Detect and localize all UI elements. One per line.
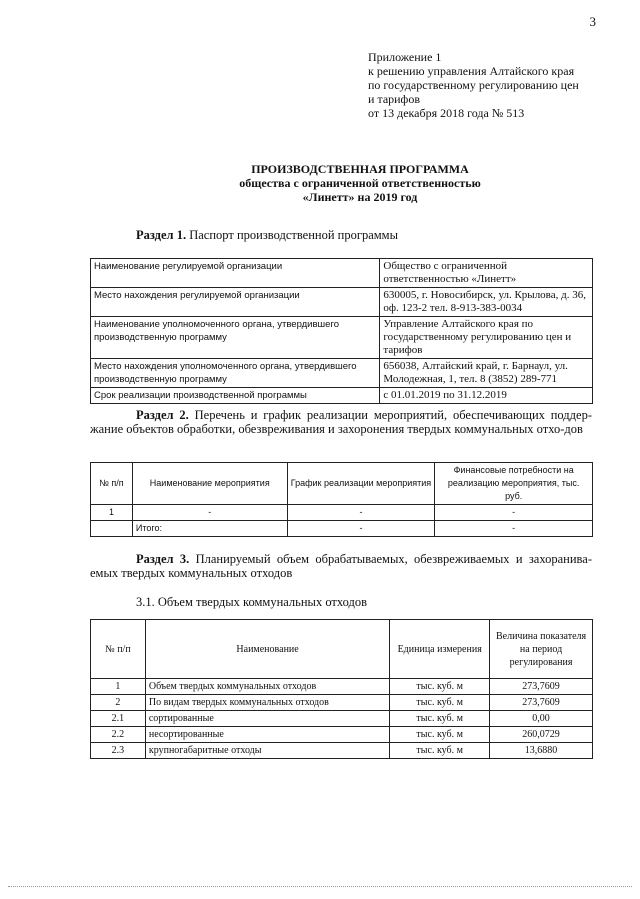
table-cell: - bbox=[435, 505, 593, 521]
table-cell: - bbox=[287, 505, 435, 521]
table-cell: тыс. куб. м bbox=[390, 679, 490, 695]
passport-label: Место нахождения уполномоченного органа, утвердившего производственную программу bbox=[91, 359, 380, 388]
table-header-row bbox=[91, 620, 593, 679]
passport-value: с 01.01.2019 по 31.12.2019 bbox=[380, 388, 593, 404]
table-cell: Объем твердых коммунальных отходов bbox=[145, 679, 389, 695]
table-cell bbox=[91, 521, 133, 537]
table-cell: 2.1 bbox=[91, 711, 146, 727]
table-cell: несортированные bbox=[145, 727, 389, 743]
table-header-row bbox=[91, 463, 593, 505]
table-row bbox=[91, 317, 593, 359]
column-header: № п/п bbox=[91, 463, 133, 505]
section1-heading-text: Паспорт производственной программы bbox=[189, 228, 398, 242]
passport-label: Срок реализации производственной программы bbox=[91, 388, 380, 404]
title-line-1: ПРОИЗВОДСТВЕННАЯ ПРОГРАММА bbox=[251, 162, 469, 176]
appendix-line-5: от 13 декабря 2018 года № 513 bbox=[368, 106, 525, 120]
table-cell: По видам твердых коммунальных отходов bbox=[145, 695, 389, 711]
section3-heading bbox=[90, 552, 592, 580]
document-title bbox=[0, 162, 640, 204]
table-row bbox=[91, 359, 593, 388]
section1-heading bbox=[136, 228, 398, 243]
table-row bbox=[91, 288, 593, 317]
table-cell: 0,00 bbox=[490, 711, 593, 727]
appendix-block bbox=[368, 50, 608, 120]
appendix-line-3: по государственному регулированию цен bbox=[368, 78, 579, 92]
table-cell: 273,7609 bbox=[490, 679, 593, 695]
table-row bbox=[91, 711, 593, 727]
table-cell: 13,6880 bbox=[490, 743, 593, 759]
passport-label: Наименование уполномоченного органа, утвердившего производственную программу bbox=[91, 317, 380, 359]
table-cell: 2 bbox=[91, 695, 146, 711]
table-row bbox=[91, 505, 593, 521]
column-header: Наименование мероприятия bbox=[132, 463, 287, 505]
table-row bbox=[91, 388, 593, 404]
column-header: Величина показателя на период регулирования bbox=[490, 620, 593, 679]
appendix-line-4: и тарифов bbox=[368, 92, 421, 106]
table-cell: сортированные bbox=[145, 711, 389, 727]
waste-volume-table bbox=[90, 619, 593, 759]
passport-value: 656038, Алтайский край, г. Барнаул, ул. Молодежная, 1, тел. 8 (3852) 289-771 bbox=[380, 359, 593, 388]
column-header: Наименование bbox=[145, 620, 389, 679]
appendix-line-2: к решению управления Алтайского края bbox=[368, 64, 575, 78]
column-header: № п/п bbox=[91, 620, 146, 679]
table-cell: тыс. куб. м bbox=[390, 727, 490, 743]
table-row bbox=[91, 743, 593, 759]
column-header: График реализации мероприятия bbox=[287, 463, 435, 505]
title-line-3: «Линетт» на 2019 год bbox=[302, 190, 418, 204]
section3-heading-bold: Раздел 3. bbox=[136, 552, 190, 566]
section2-heading bbox=[90, 408, 592, 436]
passport-value: Общество с ограниченной ответственностью «Линетт» bbox=[380, 259, 593, 288]
passport-table bbox=[90, 258, 593, 404]
table-cell: Итого: bbox=[132, 521, 287, 537]
section2-heading-text: Перечень и график реализации мероприятий, обеспечивающих поддер-жание объектов обработки, обезвреживания и захоронения твердых коммунальных отхо-дов bbox=[90, 408, 592, 436]
activities-table bbox=[90, 462, 593, 537]
section3-subheading: 3.1. Объем твердых коммунальных отходов bbox=[136, 595, 368, 609]
passport-value: Управление Алтайского края по государственному регулированию цен и тарифов bbox=[380, 317, 593, 359]
table-cell: 1 bbox=[91, 679, 146, 695]
table-cell: 260,0729 bbox=[490, 727, 593, 743]
table-cell: 2.3 bbox=[91, 743, 146, 759]
page-bottom-divider bbox=[8, 886, 632, 887]
column-header: Единица измерения bbox=[390, 620, 490, 679]
passport-label: Место нахождения регулируемой организации bbox=[91, 288, 380, 317]
table-cell: - bbox=[435, 521, 593, 537]
passport-label: Наименование регулируемой организации bbox=[91, 259, 380, 288]
section2-heading-bold: Раздел 2. bbox=[136, 408, 189, 422]
table-row bbox=[91, 521, 593, 537]
table-row bbox=[91, 679, 593, 695]
title-line-2: общества с ограниченной ответственностью bbox=[239, 176, 481, 190]
table-cell: тыс. куб. м bbox=[390, 743, 490, 759]
appendix-line-1: Приложение 1 bbox=[368, 50, 442, 64]
table-cell: - bbox=[287, 521, 435, 537]
table-cell: тыс. куб. м bbox=[390, 711, 490, 727]
table-cell: - bbox=[132, 505, 287, 521]
table-cell: крупногабаритные отходы bbox=[145, 743, 389, 759]
table-cell: тыс. куб. м bbox=[390, 695, 490, 711]
table-row bbox=[91, 259, 593, 288]
section1-heading-bold: Раздел 1. bbox=[136, 228, 187, 242]
table-cell: 2.2 bbox=[91, 727, 146, 743]
table-cell: 273,7609 bbox=[490, 695, 593, 711]
passport-value: 630005, г. Новосибирск, ул. Крылова, д. 36, оф. 123-2 тел. 8-913-383-0034 bbox=[380, 288, 593, 317]
table-cell: 1 bbox=[91, 505, 133, 521]
table-row bbox=[91, 695, 593, 711]
column-header: Финансовые потребности на реализацию мероприятия, тыс. руб. bbox=[435, 463, 593, 505]
table-row bbox=[91, 727, 593, 743]
section3-heading-text: Планируемый объем обрабатываемых, обезвреживаемых и захоранива-емых твердых коммунальных отходов bbox=[90, 552, 593, 580]
page-number: 3 bbox=[589, 14, 596, 29]
